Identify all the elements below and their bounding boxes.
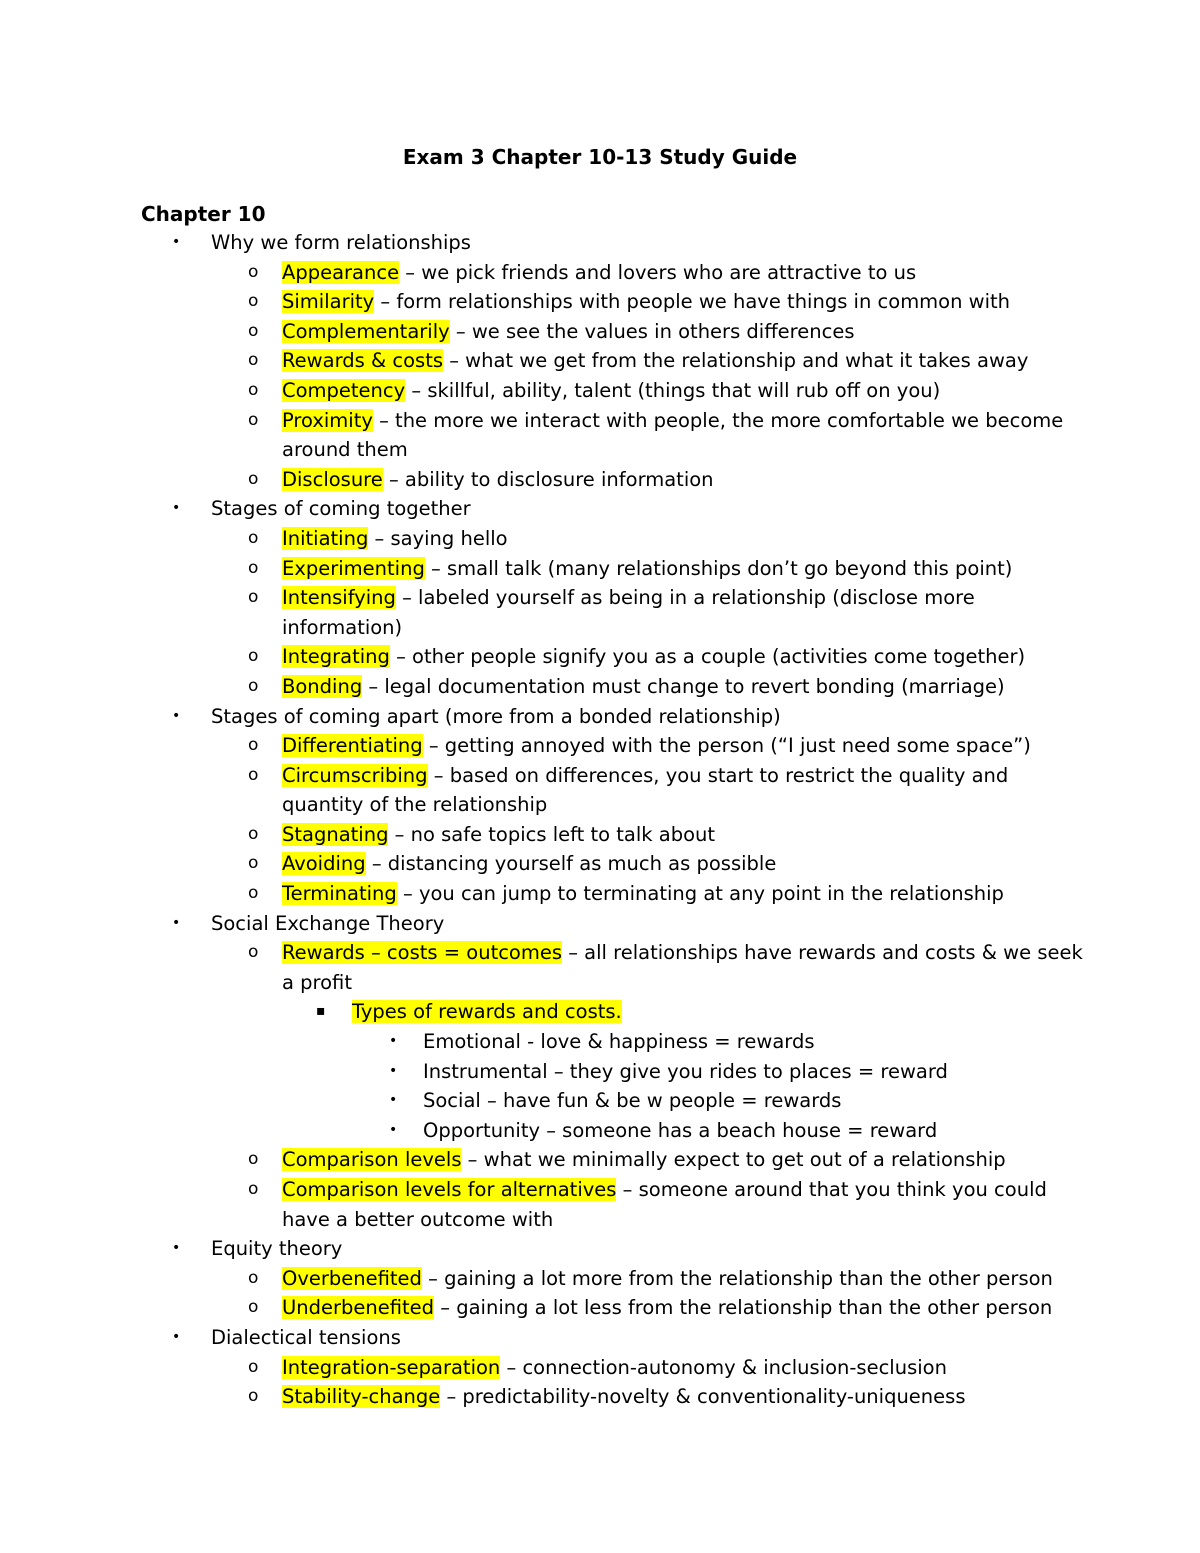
line-text [282,406,1063,436]
section-bullet [0,228,1200,258]
list-marker: o [248,764,259,785]
list-marker: o [248,468,259,489]
highlighted-term: Overbenefited [282,1266,422,1290]
highlighted-term: Rewards & costs [282,349,443,373]
highlighted-term: Rewards – costs = outcomes [282,941,563,965]
list-marker: o [248,1149,259,1170]
list-marker: o [248,261,259,282]
list-marker: o [248,735,259,756]
term-description: – form relationships with people we have things in common with [374,290,1011,314]
line-text [352,997,622,1027]
highlighted-term: Differentiating [282,734,423,758]
outline-item-continuation [0,790,1200,820]
list-marker: o [248,1386,259,1407]
highlighted-term: Experimenting [282,556,425,580]
section-bullet [0,1234,1200,1264]
section-bullet [0,494,1200,524]
line-text [282,1145,1006,1175]
reward-type-item [0,1057,1200,1087]
highlighted-term: Complementarily [282,319,450,343]
line-text: information) [282,615,403,639]
line-text: Stages of coming apart (more from a bonded relationship) [211,704,781,728]
outline-item-continuation [0,613,1200,643]
list-marker: • [172,1328,181,1345]
highlighted-term: Bonding [282,674,363,698]
line-text [282,376,940,406]
outline-item [0,1353,1200,1383]
line-text [282,317,854,347]
line-text [282,1175,1047,1205]
term-description: – someone around that you think you could [616,1178,1047,1201]
term-description: – small talk (many relationships don’t go beyond this point) [424,556,1013,580]
line-text [282,820,715,850]
list-marker: • [389,1121,398,1138]
highlighted-term: Disclosure [282,467,383,491]
line-text: quantity of the relationship [282,793,548,817]
outline-item [0,465,1200,495]
line-text [282,731,1031,761]
list-marker: • [172,1240,181,1257]
list-marker: • [389,1033,398,1050]
outline-item [0,731,1200,761]
line-text: have a better outcome with [282,1207,554,1231]
line-text [282,258,916,288]
outline-item [0,376,1200,406]
study-outline [0,228,1200,1412]
outline-item [0,287,1200,317]
list-marker: • [172,500,181,517]
line-text [282,465,714,495]
highlighted-term: Stability-change [282,1385,441,1409]
list-marker: o [248,646,259,667]
section-bullet [0,702,1200,732]
outline-item [0,849,1200,879]
outline-item-continuation [0,1205,1200,1235]
term-description: – other people signify you as a couple (activities come together) [389,645,1026,669]
highlighted-term: Comparison levels for alternatives [282,1178,617,1201]
highlighted-term: Appearance [282,260,400,284]
line-text: Instrumental – they give you rides to places = reward [423,1059,948,1083]
list-marker: o [248,379,259,400]
list-marker: o [248,883,259,904]
outline-item-continuation [0,435,1200,465]
highlighted-term: Intensifying [282,586,396,610]
line-text [282,1293,1052,1323]
highlighted-term: Integration-separation [282,1355,501,1379]
list-marker: • [172,707,181,724]
line-text [282,849,776,879]
list-marker: o [248,291,259,312]
line-text [282,524,508,554]
term-description: – all relationships have rewards and costs & we seek [562,941,1083,965]
line-text [282,287,1010,317]
list-marker: o [248,823,259,844]
line-text [282,672,1005,702]
list-marker: o [248,1297,259,1318]
list-marker: o [248,587,259,608]
line-text: Why we form relationships [211,231,471,254]
outline-item [0,1293,1200,1323]
term-description: – gaining a lot less from the relationship than the other person [434,1296,1053,1320]
list-marker: o [248,1179,259,1199]
outline-item [0,1382,1200,1412]
outline-item [0,1145,1200,1175]
line-text [282,1353,947,1383]
highlighted-term: Similarity [282,290,375,314]
outline-item [0,346,1200,376]
list-marker: o [248,1356,259,1377]
list-marker: o [248,853,259,874]
outline-item [0,938,1200,968]
highlighted-subheading: Types of rewards and costs. [352,1000,622,1024]
term-description: – no safe topics left to talk about [388,822,716,846]
line-text [282,642,1025,672]
line-text [282,554,1012,584]
line-text [282,346,1028,376]
term-description: – ability to disclosure information [382,467,714,491]
list-marker: • [172,914,181,931]
outline-item [0,524,1200,554]
term-description: – based on differences, you start to restrict the quality and [427,763,1009,787]
list-marker: o [248,675,259,696]
outline-item [0,820,1200,850]
term-description: – distancing yourself as much as possible [365,852,777,876]
line-text [282,879,1004,909]
line-text [282,583,975,613]
term-description: – predictability-novelty & conventionality-uniqueness [440,1385,966,1409]
highlighted-term: Competency [282,378,406,402]
document-title: Exam 3 Chapter 10-13 Study Guide [402,145,798,169]
term-description: – what we get from the relationship and what it takes away [443,349,1029,373]
list-marker: o [248,409,259,430]
line-text [282,1264,1053,1294]
reward-type-item [0,1027,1200,1057]
term-description: – what we minimally expect to get out of a relationship [461,1148,1006,1172]
line-text [282,1382,965,1412]
line-text: Emotional - love & happiness = rewards [423,1030,815,1054]
section-bullet [0,1323,1200,1353]
highlighted-term: Stagnating [282,822,389,846]
outline-item [0,1264,1200,1294]
line-text: Stages of coming together [211,497,471,521]
outline-item [0,1175,1200,1205]
list-marker: o [248,1267,259,1288]
term-description: – legal documentation must change to revert bonding (marriage) [362,674,1005,698]
section-bullet [0,909,1200,939]
list-marker: • [389,1062,398,1079]
outline-item [0,642,1200,672]
term-description: – skillful, ability, talent (things that will rub off on you) [405,378,941,402]
list-marker: o [248,942,259,963]
term-description: – getting annoyed with the person (“I just need some space”) [422,734,1031,758]
outline-item [0,672,1200,702]
line-text: around them [282,438,408,462]
term-description: – we see the values in others differences [449,319,855,343]
list-marker: ▪ [316,1003,326,1020]
line-text: Dialectical tensions [211,1325,401,1349]
highlighted-term: Initiating [282,526,369,550]
highlighted-term: Circumscribing [282,763,428,787]
highlighted-term: Underbenefited [282,1296,435,1320]
subheading-item [0,997,1200,1027]
list-marker: o [248,320,259,341]
list-marker: o [248,527,259,548]
term-description: – labeled yourself as being in a relationship (disclose more [395,586,975,610]
list-marker: o [248,350,259,371]
line-text: Opportunity – someone has a beach house = reward [423,1118,938,1142]
line-text [282,761,1008,791]
outline-item [0,554,1200,584]
outline-item [0,879,1200,909]
term-description: – we pick friends and lovers who are attractive to us [399,260,917,284]
list-marker: • [172,234,181,250]
highlighted-term: Integrating [282,645,390,669]
outline-item [0,258,1200,288]
highlighted-term: Comparison levels [282,1148,462,1172]
highlighted-term: Avoiding [282,852,366,876]
reward-type-item [0,1086,1200,1116]
outline-item [0,583,1200,613]
outline-item [0,761,1200,791]
reward-type-item [0,1116,1200,1146]
line-text: Social – have fun & be w people = rewards [423,1089,842,1113]
term-description: – you can jump to terminating at any point in the relationship [396,882,1004,906]
term-description: – the more we interact with people, the more comfortable we become [372,408,1064,432]
term-description: – saying hello [368,526,508,550]
highlighted-term: Proximity [282,408,373,432]
outline-item-continuation [0,968,1200,998]
outline-item [0,406,1200,436]
highlighted-term: Terminating [282,882,397,906]
list-marker: • [389,1092,398,1109]
line-text: Equity theory [211,1237,343,1261]
outline-item [0,317,1200,347]
chapter-heading: Chapter 10 [141,202,266,226]
term-description: – gaining a lot more from the relationship than the other person [421,1266,1053,1290]
line-text: a profit [282,970,352,994]
list-marker: o [248,557,259,578]
term-description: – connection-autonomy & inclusion-seclusion [500,1355,947,1379]
line-text: Social Exchange Theory [211,911,445,935]
line-text [282,938,1083,968]
